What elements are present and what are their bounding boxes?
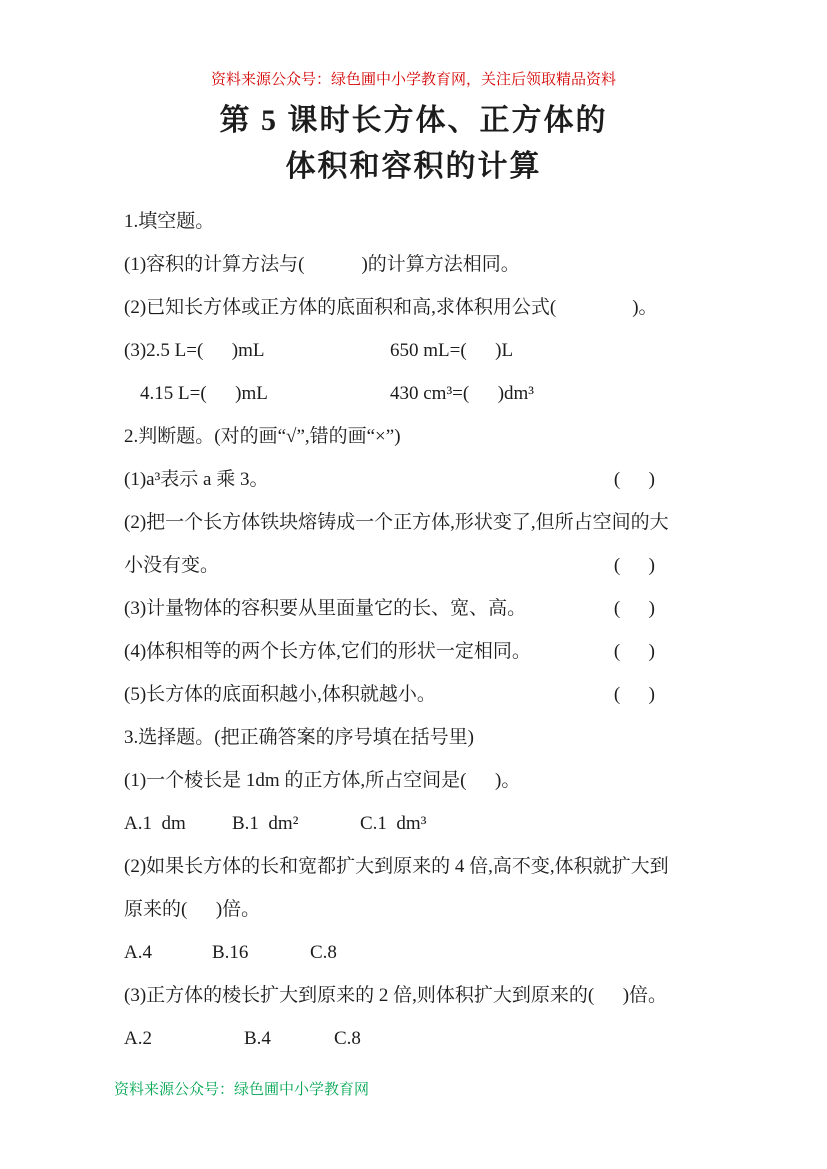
judgment-item-3-bracket: ( ) [613, 598, 655, 619]
choice-q2-options [124, 931, 703, 974]
choice-q3-options [124, 1017, 703, 1060]
fill-blank-q1: (1)容积的计算方法与( )的计算方法相同。 [124, 254, 520, 275]
choice-q3-option-b: B.4 [244, 1028, 271, 1049]
fill-blank-q2: (2)已知长方体或正方体的底面积和高,求体积用公式( )。 [124, 297, 658, 318]
worksheet-title-line1: 第 5 课时长方体、正方体的 [219, 104, 608, 137]
choice-q3: (3)正方体的棱长扩大到原来的 2 倍,则体积扩大到原来的( )倍。 [124, 985, 668, 1006]
judgment-item-5-bracket: ( ) [613, 684, 655, 705]
judgment-item-2-text: 小没有变。 [124, 555, 220, 576]
judgment-item-5-text: (5)长方体的底面积越小,体积就越小。 [124, 684, 436, 705]
choice-q2-line1: (2)如果长方体的长和宽都扩大到原来的 4 倍,高不变,体积就扩大到 [124, 856, 669, 877]
choice-q3-option-a: A.2 [124, 1028, 152, 1049]
judgment-item-2-line1: (2)把一个长方体铁块熔铸成一个正方体,形状变了,但所占空间的大 [124, 512, 669, 533]
section-1-heading: 1.填空题。 [124, 211, 215, 232]
choice-q2-option-c: C.8 [310, 942, 337, 963]
footer-source-note: 资料来源公众号：绿色圃中小学教育网 [114, 1082, 370, 1098]
judgment-item-2-line2 [124, 544, 703, 587]
judgment-item-4-text: (4)体积相等的两个长方体,它们的形状一定相同。 [124, 641, 531, 662]
unit-conversion-row-2 [124, 372, 703, 415]
choice-q1-options [124, 802, 703, 845]
worksheet-body [124, 200, 703, 1060]
judgment-item-1 [124, 458, 703, 501]
choice-q1-option-c: C.1 dm³ [360, 813, 427, 834]
choice-q1-option-b: B.1 dm² [232, 813, 299, 834]
header-source-note: 资料来源公众号：绿色圃中小学教育网，关注后领取精品资料 [210, 72, 616, 88]
choice-q1-option-a: A.1 dm [124, 813, 186, 834]
worksheet-title-line2: 体积和容积的计算 [285, 150, 542, 183]
conversion-q4-left: 4.15 L=( )mL [140, 383, 268, 404]
choice-q1: (1)一个棱长是 1dm 的正方体,所占空间是( )。 [124, 770, 521, 791]
judgment-item-1-bracket: ( ) [613, 469, 655, 490]
conversion-q4-right: 430 cm³=( )dm³ [390, 383, 535, 404]
judgment-item-4-bracket: ( ) [613, 641, 655, 662]
choice-q3-option-c: C.8 [334, 1028, 361, 1049]
judgment-item-3-text: (3)计量物体的容积要从里面量它的长、宽、高。 [124, 598, 527, 619]
judgment-item-3 [124, 587, 703, 630]
judgment-item-2-bracket: ( ) [613, 555, 655, 576]
section-3-heading: 3.选择题。(把正确答案的序号填在括号里) [124, 727, 474, 748]
choice-q2-line2: 原来的( )倍。 [124, 899, 261, 920]
unit-conversion-row-1 [124, 329, 703, 372]
judgment-item-5 [124, 673, 703, 716]
choice-q2-option-a: A.4 [124, 942, 152, 963]
worksheet-title [124, 98, 703, 190]
conversion-q3-right: 650 mL=( )L [390, 340, 514, 361]
section-2-heading: 2.判断题。(对的画“√”,错的画“×”) [124, 426, 401, 447]
judgment-item-4 [124, 630, 703, 673]
choice-q2-option-b: B.16 [212, 942, 249, 963]
conversion-q3-left: (3)2.5 L=( )mL [124, 340, 265, 361]
judgment-item-1-text: (1)a³表示 a 乘 3。 [124, 469, 269, 490]
